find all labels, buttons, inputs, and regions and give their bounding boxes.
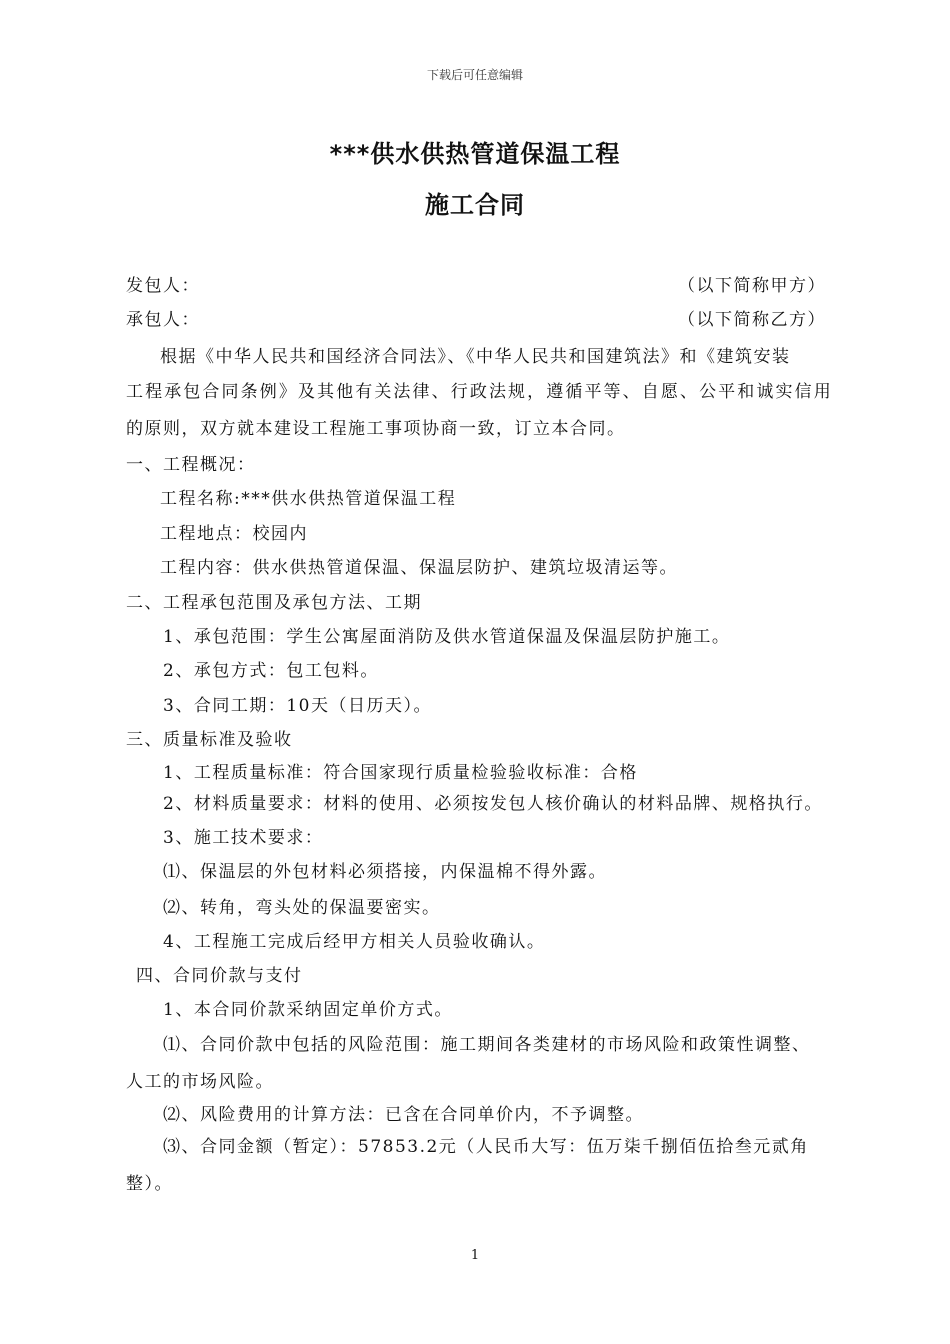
page-number: 1 xyxy=(470,1248,480,1263)
section3-item-3: 3、施工技术要求： xyxy=(163,828,324,848)
section3-sub-1: ⑴、保温层的外包材料必须搭接，内保温棉不得外露。 xyxy=(163,862,607,882)
section4-heading: 四、合同价款与支付 xyxy=(136,966,303,986)
section1-heading: 一、工程概况： xyxy=(126,455,256,475)
section2-item-2: 2、承包方式：包工包料。 xyxy=(163,661,379,681)
section3-item-2: 2、材料质量要求：材料的使用、必须按发包人核价确认的材料品牌、规格执行。 xyxy=(163,794,823,814)
section2-heading: 二、工程承包范围及承包方法、工期 xyxy=(126,593,422,613)
section4-item-1: 1、本合同价款采纳固定单价方式。 xyxy=(163,1000,453,1020)
contractor-label: 承包人： xyxy=(126,310,200,330)
section2-item-3: 3、合同工期：10天（日历天）。 xyxy=(163,696,432,716)
section4-sub-3-line-1: ⑶、合同金额（暂定）：57853.2元（人民币大写：伍万柒千捌佰伍拾叁元贰角 xyxy=(163,1137,809,1157)
project-name: 工程名称:***供水供热管道保温工程 xyxy=(160,489,457,509)
section3-heading: 三、质量标准及验收 xyxy=(126,730,293,750)
employer-note: （以下简称甲方） xyxy=(678,276,826,296)
section3-item-1: 1、工程质量标准：符合国家现行质量检验验收标准：合格 xyxy=(163,763,638,783)
section3-item-4: 4、工程施工完成后经甲方相关人员验收确认。 xyxy=(163,932,546,952)
project-location: 工程地点：校园内 xyxy=(160,524,308,544)
section4-sub-2: ⑵、风险费用的计算方法：已含在合同单价内，不予调整。 xyxy=(163,1105,644,1125)
section3-sub-2: ⑵、转角，弯头处的保温要密实。 xyxy=(163,898,441,918)
contract-subtitle: 施工合同 xyxy=(425,191,525,219)
preamble-line-1: 根据《中华人民共和国经济合同法》、《中华人民共和国建筑法》和《建筑安装 xyxy=(160,347,791,367)
contractor-note: （以下简称乙方） xyxy=(678,310,826,330)
contract-title: ***供水供热管道保温工程 xyxy=(329,140,621,168)
preamble-line-3: 的原则，双方就本建设工程施工事项协商一致，订立本合同。 xyxy=(126,419,626,439)
section2-item-1: 1、承包范围：学生公寓屋面消防及供水管道保温及保温层防护施工。 xyxy=(163,627,731,647)
preamble-line-2: 工程承包合同条例》及其他有关法律、行政法规，遵循平等、自愿、公平和诚实信用 xyxy=(126,382,832,402)
section4-sub-1-line-2: 人工的市场风险。 xyxy=(126,1072,274,1092)
header-note: 下载后可任意编辑 xyxy=(426,68,523,82)
project-content: 工程内容：供水供热管道保温、保温层防护、建筑垃圾清运等。 xyxy=(160,558,678,578)
section4-sub-3-line-2: 整）。 xyxy=(126,1174,173,1194)
employer-label: 发包人： xyxy=(126,276,200,296)
section4-sub-1-line-1: ⑴、合同价款中包括的风险范围：施工期间各类建材的市场风险和政策性调整、 xyxy=(163,1035,811,1055)
